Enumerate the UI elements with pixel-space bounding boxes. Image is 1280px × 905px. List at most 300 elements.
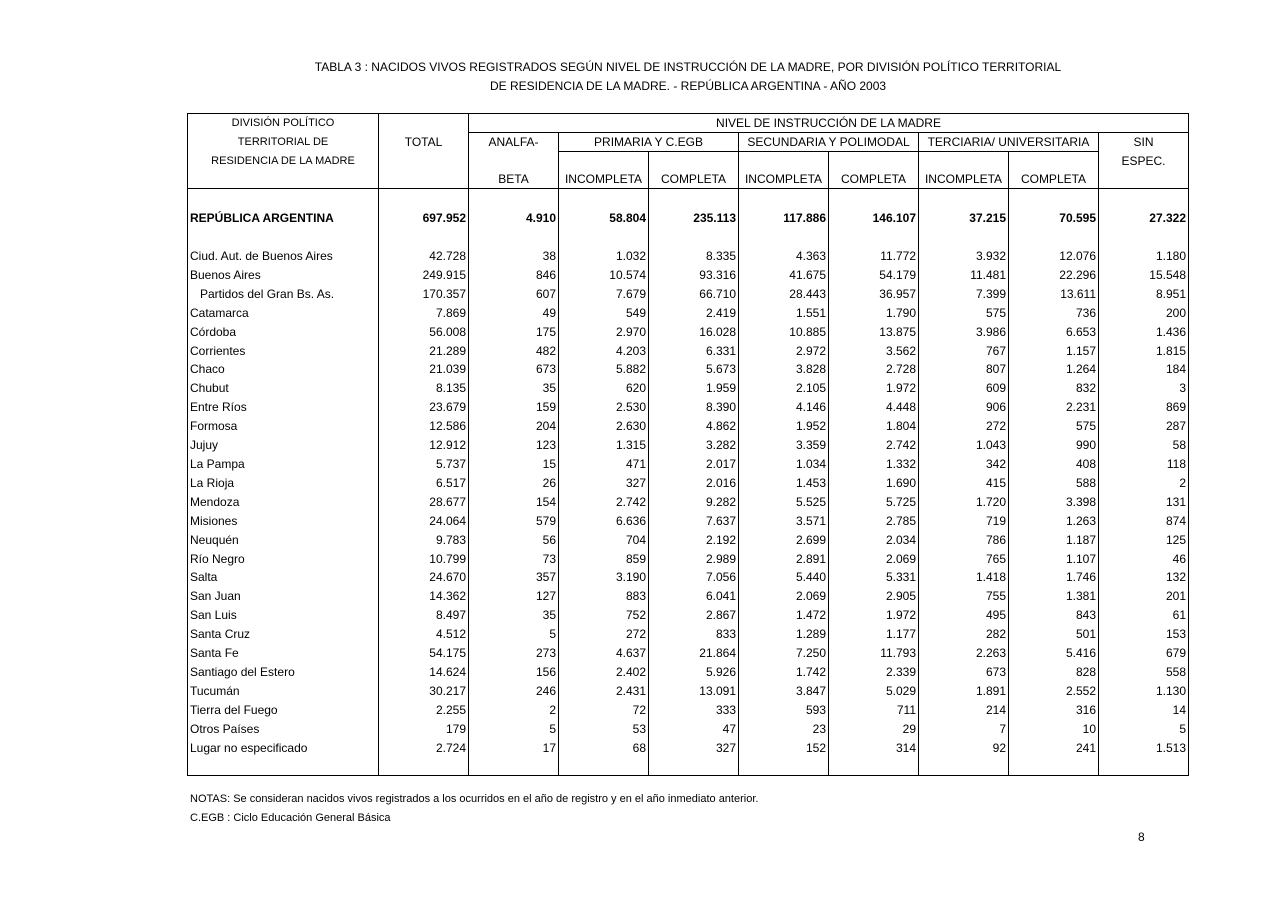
table-row	[188, 625, 1189, 644]
footnote-cegb: C.EGB : Ciclo Educación General Básica	[190, 812, 391, 824]
table-cell: 7.399	[919, 285, 1009, 304]
table-cell: 859	[559, 550, 649, 569]
table-cell: 10.799	[379, 550, 469, 569]
header-terciaria-completa: COMPLETA	[1009, 170, 1099, 189]
table-title-line2: DE RESIDENCIA DE LA MADRE. - REPÚBLICA ARGENTINA - AÑO 2003	[489, 79, 887, 93]
header-analfa-bottom: BETA	[469, 170, 559, 189]
table-cell: 1.034	[739, 455, 829, 474]
row-label: Salta	[188, 568, 379, 587]
table-body	[188, 189, 1189, 776]
table-cell: 23.679	[379, 398, 469, 417]
row-label: Catamarca	[188, 304, 379, 323]
table-cell: 1.107	[1009, 550, 1099, 569]
table-cell: 2.034	[829, 531, 919, 550]
table-cell: 14	[1099, 701, 1189, 720]
table-cell: 22.296	[1009, 266, 1099, 285]
table-cell: 38	[469, 247, 559, 266]
table-row	[188, 285, 1189, 304]
table-cell: 2.970	[559, 323, 649, 342]
table-cell: 127	[469, 587, 559, 606]
table-cell: 755	[919, 587, 1009, 606]
table-row	[188, 512, 1189, 531]
table-cell: 2.255	[379, 701, 469, 720]
table-cell: 5	[469, 720, 559, 739]
row-label: Tucumán	[188, 682, 379, 701]
table-cell: 2.785	[829, 512, 919, 531]
table-header	[188, 114, 1189, 189]
table-cell: 2.231	[1009, 398, 1099, 417]
table-row	[188, 606, 1189, 625]
table-cell: 2.891	[739, 550, 829, 569]
table-cell: 14.624	[379, 663, 469, 682]
table-cell: 249.915	[379, 266, 469, 285]
table-cell: 333	[649, 701, 739, 720]
spacer-row	[188, 189, 1189, 200]
table-cell: 593	[739, 701, 829, 720]
table-cell: 36.957	[829, 285, 919, 304]
table-cell: 1.263	[1009, 512, 1099, 531]
table-row	[188, 701, 1189, 720]
row-label: Misiones	[188, 512, 379, 531]
table-cell: 12.076	[1009, 247, 1099, 266]
table-cell: 673	[469, 360, 559, 379]
table-cell: 2.069	[739, 587, 829, 606]
table-cell: 1.972	[829, 379, 919, 398]
table-cell: 2.724	[379, 739, 469, 758]
table-cell: 846	[469, 266, 559, 285]
header-secundaria: SECUNDARIA Y POLIMODAL	[739, 133, 919, 152]
table-cell: 49	[469, 304, 559, 323]
table-cell: 61	[1099, 606, 1189, 625]
table-cell: 8.390	[649, 398, 739, 417]
table-cell: 10.885	[739, 323, 829, 342]
table-cell: 807	[919, 360, 1009, 379]
table-cell: 24.670	[379, 568, 469, 587]
table-cell: 56.008	[379, 323, 469, 342]
header-primaria-completa: COMPLETA	[649, 170, 739, 189]
table-cell: 765	[919, 550, 1009, 569]
header-secundaria-incompleta: INCOMPLETA	[739, 170, 829, 189]
table-cell: 719	[919, 512, 1009, 531]
table-cell: 125	[1099, 531, 1189, 550]
table-cell: 21.039	[379, 360, 469, 379]
table-cell: 30.217	[379, 682, 469, 701]
table-cell: 736	[1009, 304, 1099, 323]
table-cell: 179	[379, 720, 469, 739]
table-cell: 93.316	[649, 266, 739, 285]
table-cell: 11.772	[829, 247, 919, 266]
table-row	[188, 550, 1189, 569]
table-cell: 471	[559, 455, 649, 474]
row-label: Chaco	[188, 360, 379, 379]
table-cell: 8.335	[649, 247, 739, 266]
table-cell: 273	[469, 644, 559, 663]
table-cell: 21.289	[379, 342, 469, 361]
table-title-line1: TABLA 3 : NACIDOS VIVOS REGISTRADOS SEGÚN NIVEL DE INSTRUCCIÓN DE LA MADRE, POR DIVISIÓN POLÍTICO TERRITORIAL	[314, 60, 1062, 74]
table-cell: 832	[1009, 379, 1099, 398]
table-cell: 156	[469, 663, 559, 682]
table-cell: 828	[1009, 663, 1099, 682]
table-row	[188, 455, 1189, 474]
table-cell: 5.416	[1009, 644, 1099, 663]
table-cell: 73	[469, 550, 559, 569]
row-label: Santa Cruz	[188, 625, 379, 644]
row-label: Formosa	[188, 417, 379, 436]
table-cell: 175	[469, 323, 559, 342]
table-cell: 235.113	[649, 199, 739, 237]
table-cell: 272	[919, 417, 1009, 436]
table-cell: 2.263	[919, 644, 1009, 663]
table-cell: 46	[1099, 550, 1189, 569]
table-cell: 1.315	[559, 436, 649, 455]
table-cell: 4.146	[739, 398, 829, 417]
data-table	[187, 113, 1189, 776]
row-label: REPÚBLICA ARGENTINA	[188, 199, 379, 237]
row-label: Corrientes	[188, 342, 379, 361]
table-row	[188, 587, 1189, 606]
table-cell: 1.418	[919, 568, 1009, 587]
table-cell: 4.910	[469, 199, 559, 237]
table-row	[188, 531, 1189, 550]
row-label: Tierra del Fuego	[188, 701, 379, 720]
table-cell: 495	[919, 606, 1009, 625]
table-cell: 990	[1009, 436, 1099, 455]
row-label: Santa Fe	[188, 644, 379, 663]
row-label: Jujuy	[188, 436, 379, 455]
table-cell: 1.130	[1099, 682, 1189, 701]
table-cell: 2	[1099, 474, 1189, 493]
table-cell: 2.742	[559, 493, 649, 512]
table-cell: 6.041	[649, 587, 739, 606]
table-cell: 6.653	[1009, 323, 1099, 342]
table-cell: 7.679	[559, 285, 649, 304]
header-analfa-top: ANALFA-	[469, 133, 559, 152]
table-row	[188, 720, 1189, 739]
table-cell: 4.862	[649, 417, 739, 436]
table-row	[188, 739, 1189, 758]
row-label: Lugar no especificado	[188, 739, 379, 758]
table-cell: 66.710	[649, 285, 739, 304]
table-cell: 2.989	[649, 550, 739, 569]
table-row	[188, 266, 1189, 285]
table-cell: 3.932	[919, 247, 1009, 266]
table-cell: 2.972	[739, 342, 829, 361]
table-cell: 8.135	[379, 379, 469, 398]
table-cell: 272	[559, 625, 649, 644]
header-primaria-incompleta: INCOMPLETA	[559, 170, 649, 189]
table-cell: 13.875	[829, 323, 919, 342]
table-cell: 2.552	[1009, 682, 1099, 701]
table-cell: 58.804	[559, 199, 649, 237]
table-cell: 482	[469, 342, 559, 361]
table-cell: 8.497	[379, 606, 469, 625]
table-cell: 24.064	[379, 512, 469, 531]
table-cell: 3	[1099, 379, 1189, 398]
header-nivel: NIVEL DE INSTRUCCIÓN DE LA MADRE	[469, 114, 1189, 133]
page-number: 8	[1138, 830, 1145, 844]
table-cell: 3.282	[649, 436, 739, 455]
table-cell: 13.611	[1009, 285, 1099, 304]
table-cell: 501	[1009, 625, 1099, 644]
table-cell: 1.952	[739, 417, 829, 436]
table-cell: 327	[559, 474, 649, 493]
table-cell: 1.177	[829, 625, 919, 644]
table-cell: 752	[559, 606, 649, 625]
table-row	[188, 644, 1189, 663]
table-cell: 2.742	[829, 436, 919, 455]
table-cell: 204	[469, 417, 559, 436]
table-cell: 408	[1009, 455, 1099, 474]
table-cell: 5.331	[829, 568, 919, 587]
table-cell: 2.419	[649, 304, 739, 323]
table-cell: 575	[1009, 417, 1099, 436]
table-cell: 214	[919, 701, 1009, 720]
table-cell: 7.869	[379, 304, 469, 323]
row-label: Mendoza	[188, 493, 379, 512]
table-cell: 2.867	[649, 606, 739, 625]
table-cell: 843	[1009, 606, 1099, 625]
table-cell: 3.398	[1009, 493, 1099, 512]
table-row	[188, 360, 1189, 379]
table-cell: 27.322	[1099, 199, 1189, 237]
table-cell: 4.637	[559, 644, 649, 663]
row-label: Córdoba	[188, 323, 379, 342]
table-cell: 37.215	[919, 199, 1009, 237]
table-row	[188, 493, 1189, 512]
row-label: Partidos del Gran Bs. As.	[188, 285, 379, 304]
table-cell: 42.728	[379, 247, 469, 266]
table-cell: 282	[919, 625, 1009, 644]
table-row	[188, 379, 1189, 398]
table-cell: 56	[469, 531, 559, 550]
table-cell: 2.069	[829, 550, 919, 569]
row-label: Neuquén	[188, 531, 379, 550]
table-cell: 15	[469, 455, 559, 474]
row-label: Otros Países	[188, 720, 379, 739]
table-cell: 1.972	[829, 606, 919, 625]
row-label: Santiago del Estero	[188, 663, 379, 682]
table-cell: 118	[1099, 455, 1189, 474]
table-cell: 609	[919, 379, 1009, 398]
header-division-line1: DIVISIÓN POLÍTICO	[188, 114, 379, 133]
table-cell: 1.453	[739, 474, 829, 493]
table-cell: 6.517	[379, 474, 469, 493]
row-label: San Juan	[188, 587, 379, 606]
table-cell: 1.264	[1009, 360, 1099, 379]
table-cell: 833	[649, 625, 739, 644]
table-cell: 11.481	[919, 266, 1009, 285]
table-cell: 10	[1009, 720, 1099, 739]
table-cell: 549	[559, 304, 649, 323]
table-cell: 1.742	[739, 663, 829, 682]
table-cell: 7.056	[649, 568, 739, 587]
table-row	[188, 568, 1189, 587]
table-cell: 54.179	[829, 266, 919, 285]
table-cell: 1.746	[1009, 568, 1099, 587]
table-row	[188, 304, 1189, 323]
table-cell: 3.571	[739, 512, 829, 531]
table-cell: 906	[919, 398, 1009, 417]
table-cell: 4.448	[829, 398, 919, 417]
table-cell: 13.091	[649, 682, 739, 701]
table-cell: 123	[469, 436, 559, 455]
header-division-line3: RESIDENCIA DE LA MADRE	[188, 152, 379, 171]
table-cell: 246	[469, 682, 559, 701]
table-cell: 1.472	[739, 606, 829, 625]
table-cell: 9.783	[379, 531, 469, 550]
table-row	[188, 247, 1189, 266]
table-row	[188, 342, 1189, 361]
table-cell: 54.175	[379, 644, 469, 663]
table-cell: 3.190	[559, 568, 649, 587]
table-row	[188, 663, 1189, 682]
table-cell: 6.331	[649, 342, 739, 361]
table-cell: 579	[469, 512, 559, 531]
table-cell: 620	[559, 379, 649, 398]
table-cell: 2.017	[649, 455, 739, 474]
table-cell: 3.847	[739, 682, 829, 701]
table-cell: 1.436	[1099, 323, 1189, 342]
table-cell: 697.952	[379, 199, 469, 237]
table-cell: 201	[1099, 587, 1189, 606]
table-cell: 2.431	[559, 682, 649, 701]
table-cell: 12.912	[379, 436, 469, 455]
table-cell: 2.699	[739, 531, 829, 550]
table-cell: 673	[919, 663, 1009, 682]
table-cell: 21.864	[649, 644, 739, 663]
table-row	[188, 436, 1189, 455]
table-cell: 1.690	[829, 474, 919, 493]
table-cell: 12.586	[379, 417, 469, 436]
table-cell: 2.339	[829, 663, 919, 682]
row-label: San Luis	[188, 606, 379, 625]
row-label: Entre Ríos	[188, 398, 379, 417]
table-cell: 70.595	[1009, 199, 1099, 237]
table-cell: 415	[919, 474, 1009, 493]
table-cell: 35	[469, 379, 559, 398]
table-cell: 170.357	[379, 285, 469, 304]
table-cell: 1.043	[919, 436, 1009, 455]
table-cell: 4.203	[559, 342, 649, 361]
table-cell: 342	[919, 455, 1009, 474]
row-label: Chubut	[188, 379, 379, 398]
table-cell: 314	[829, 739, 919, 758]
table-cell: 7.250	[739, 644, 829, 663]
table-cell: 357	[469, 568, 559, 587]
table-cell: 607	[469, 285, 559, 304]
table-cell: 1.891	[919, 682, 1009, 701]
table-cell: 2.905	[829, 587, 919, 606]
table-cell: 184	[1099, 360, 1189, 379]
table-cell: 152	[739, 739, 829, 758]
table-cell: 869	[1099, 398, 1189, 417]
header-terciaria: TERCIARIA/ UNIVERSITARIA	[919, 133, 1099, 152]
table-cell: 6.636	[559, 512, 649, 531]
table-cell: 3.359	[739, 436, 829, 455]
row-label: La Rioja	[188, 474, 379, 493]
table-cell: 1.720	[919, 493, 1009, 512]
table-cell: 704	[559, 531, 649, 550]
table-cell: 316	[1009, 701, 1099, 720]
table-cell: 200	[1099, 304, 1189, 323]
table-cell: 327	[649, 739, 739, 758]
table-cell: 1.157	[1009, 342, 1099, 361]
table-cell: 558	[1099, 663, 1189, 682]
table-cell: 2.192	[649, 531, 739, 550]
table-cell: 28.677	[379, 493, 469, 512]
header-primaria: PRIMARIA Y C.EGB	[559, 133, 739, 152]
table-cell: 679	[1099, 644, 1189, 663]
table-cell: 1.790	[829, 304, 919, 323]
table-cell: 5.882	[559, 360, 649, 379]
table-bottom-row	[188, 757, 1189, 776]
table-cell: 26	[469, 474, 559, 493]
table-cell: 1.381	[1009, 587, 1099, 606]
table-cell: 10.574	[559, 266, 649, 285]
table-cell: 72	[559, 701, 649, 720]
table-cell: 3.986	[919, 323, 1009, 342]
table-cell: 68	[559, 739, 649, 758]
table-cell: 2.105	[739, 379, 829, 398]
table-cell: 132	[1099, 568, 1189, 587]
table-cell: 2	[469, 701, 559, 720]
table-cell: 159	[469, 398, 559, 417]
header-terciaria-incompleta: INCOMPLETA	[919, 170, 1009, 189]
table-cell: 1.187	[1009, 531, 1099, 550]
table-cell: 1.180	[1099, 247, 1189, 266]
row-label: Buenos Aires	[188, 266, 379, 285]
table-cell: 1.959	[649, 379, 739, 398]
table-cell: 47	[649, 720, 739, 739]
table-cell: 1.804	[829, 417, 919, 436]
table-cell: 241	[1009, 739, 1099, 758]
table-cell: 5.725	[829, 493, 919, 512]
table-cell: 5.440	[739, 568, 829, 587]
table-cell: 874	[1099, 512, 1189, 531]
table-cell: 4.363	[739, 247, 829, 266]
table-cell: 1.513	[1099, 739, 1189, 758]
table-cell: 1.551	[739, 304, 829, 323]
table-cell: 92	[919, 739, 1009, 758]
table-row	[188, 682, 1189, 701]
table-cell: 11.793	[829, 644, 919, 663]
table-cell: 1.289	[739, 625, 829, 644]
table-row	[188, 398, 1189, 417]
table-cell: 3.828	[739, 360, 829, 379]
table-cell: 15.548	[1099, 266, 1189, 285]
table-cell: 287	[1099, 417, 1189, 436]
table-cell: 2.016	[649, 474, 739, 493]
row-label: Río Negro	[188, 550, 379, 569]
table-cell: 1.332	[829, 455, 919, 474]
header-sin-bottom: ESPEC.	[1099, 152, 1189, 171]
table-cell: 58	[1099, 436, 1189, 455]
table-cell: 23	[739, 720, 829, 739]
table-cell: 786	[919, 531, 1009, 550]
table-cell: 29	[829, 720, 919, 739]
table-cell: 9.282	[649, 493, 739, 512]
table-cell: 3.562	[829, 342, 919, 361]
table-cell: 17	[469, 739, 559, 758]
table-cell: 883	[559, 587, 649, 606]
footnote-notas: NOTAS: Se consideran nacidos vivos registrados a los ocurridos en el año de registro y en el año inmediato anterior.	[190, 793, 759, 805]
header-sin-top: SIN	[1099, 133, 1189, 152]
table-cell: 5.926	[649, 663, 739, 682]
table-cell: 7	[919, 720, 1009, 739]
header-total: TOTAL	[379, 133, 469, 152]
national-total-row	[188, 199, 1189, 237]
table-cell: 1.815	[1099, 342, 1189, 361]
